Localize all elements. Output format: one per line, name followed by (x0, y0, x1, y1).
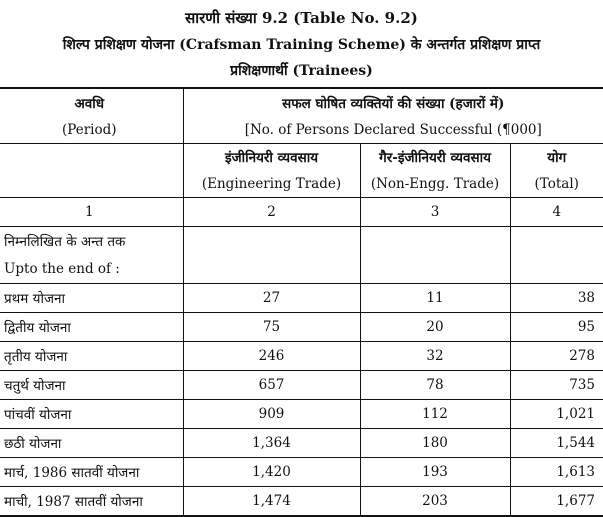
total-value: 1,677 (510, 486, 603, 516)
table-row (0, 312, 603, 341)
non-engineering-value: 78 (360, 370, 510, 399)
successful-persons-header-en: [No. of Persons Declared Successful (¶000] (183, 117, 603, 143)
table-title-line-1: शिल्प प्रशिक्षण योजना (Crafsman Training Scheme) के अन्तर्गत प्रशिक्षण प्राप्त (62, 37, 541, 53)
engineering-value: 657 (183, 370, 360, 399)
engineering-value: 1,474 (183, 486, 360, 516)
table-title-line-2: प्रशिक्षणार्थी (Trainees) (230, 63, 373, 79)
successful-persons-header-hi: सफल घोषित व्यक्तियों की संख्या (हजारों में) (183, 88, 603, 117)
non-engineering-value: 20 (360, 312, 510, 341)
total-value: 1,021 (510, 399, 603, 428)
engineering-trade-header-hi: इंजीनियरी व्यवसाय (183, 143, 360, 171)
table-number-title: सारणी संख्या 9.2 (Table No. 9.2) (185, 9, 418, 27)
total-header-hi: योग (510, 143, 603, 171)
non-engineering-value: 32 (360, 341, 510, 370)
table-row (0, 341, 603, 370)
period-cell: छठी योजना (0, 428, 183, 457)
engineering-value: 909 (183, 399, 360, 428)
total-value: 38 (510, 283, 603, 312)
engineering-value: 75 (183, 312, 360, 341)
period-header-hi: अवधि (0, 88, 183, 117)
column-number-4: 4 (510, 197, 603, 226)
period-cell: माची, 1987 सातवीं योजना (0, 486, 183, 516)
blank-header-cell (0, 143, 183, 171)
period-cell: प्रथम योजना (0, 283, 183, 312)
non-engineering-value: 203 (360, 486, 510, 516)
engineering-value: 27 (183, 283, 360, 312)
table-row (0, 283, 603, 312)
total-header-en: (Total) (510, 171, 603, 197)
total-value: 1,613 (510, 457, 603, 486)
engineering-trade-header-en: (Engineering Trade) (183, 171, 360, 197)
table-row (0, 399, 603, 428)
empty-cell (510, 255, 603, 283)
empty-cell (360, 226, 510, 255)
table-row (0, 457, 603, 486)
non-engineering-value: 11 (360, 283, 510, 312)
total-value: 278 (510, 341, 603, 370)
non-engineering-trade-header-hi: गैर-इंजीनियरी व्यवसाय (360, 143, 510, 171)
empty-cell (510, 226, 603, 255)
period-cell: तृतीय योजना (0, 341, 183, 370)
engineering-value: 1,364 (183, 428, 360, 457)
non-engineering-trade-header-en: (Non-Engg. Trade) (360, 171, 510, 197)
non-engineering-value: 193 (360, 457, 510, 486)
engineering-value: 246 (183, 341, 360, 370)
column-number-3: 3 (360, 197, 510, 226)
total-value: 95 (510, 312, 603, 341)
period-cell: पांचवीं योजना (0, 399, 183, 428)
upto-label-en: Upto the end of : (0, 255, 183, 283)
empty-cell (360, 255, 510, 283)
column-number-1: 1 (0, 197, 183, 226)
non-engineering-value: 112 (360, 399, 510, 428)
period-header-en: (Period) (0, 117, 183, 143)
trainees-table (0, 87, 603, 517)
table-row (0, 428, 603, 457)
table-row (0, 486, 603, 516)
non-engineering-value: 180 (360, 428, 510, 457)
empty-cell (183, 226, 360, 255)
total-value: 735 (510, 370, 603, 399)
total-value: 1,544 (510, 428, 603, 457)
period-cell: द्वितीय योजना (0, 312, 183, 341)
period-cell: चतुर्थ योजना (0, 370, 183, 399)
empty-cell (183, 255, 360, 283)
blank-header-cell (0, 171, 183, 197)
period-cell: मार्च, 1986 सातवीं योजना (0, 457, 183, 486)
table-row (0, 370, 603, 399)
engineering-value: 1,420 (183, 457, 360, 486)
column-number-2: 2 (183, 197, 360, 226)
upto-label-hi: निम्नलिखित के अन्त तक (4, 233, 126, 250)
